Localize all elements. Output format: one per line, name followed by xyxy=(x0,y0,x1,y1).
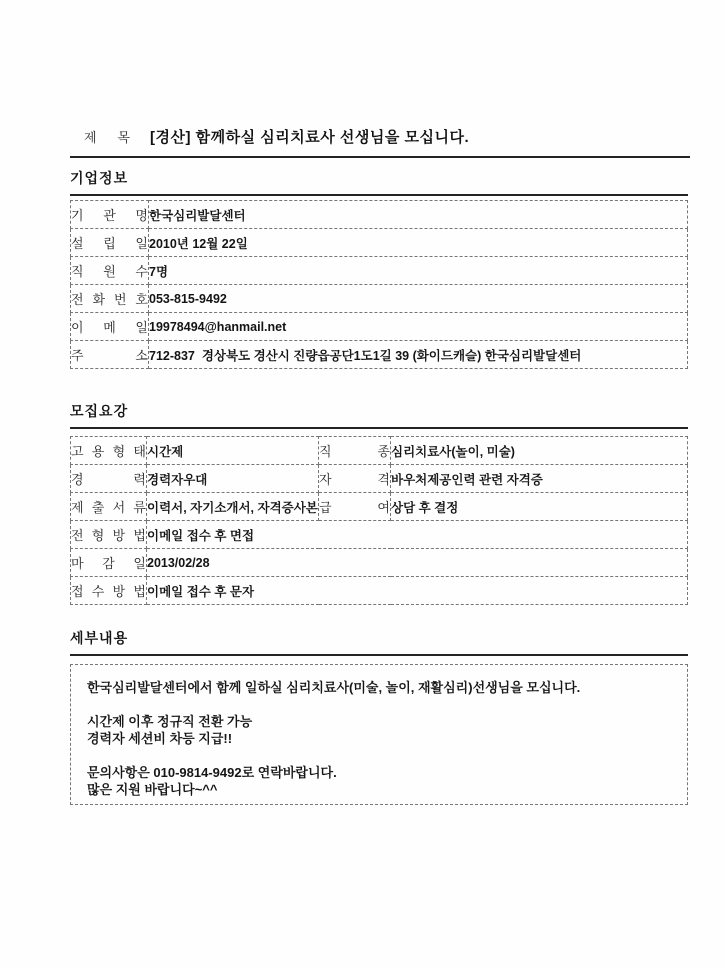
detail-text-box xyxy=(70,664,688,805)
row-label: 직 원 수 xyxy=(71,257,149,285)
table-row xyxy=(71,201,688,229)
row-label: 접 수 방 법 xyxy=(71,577,147,605)
row-label: 자 격 xyxy=(319,465,391,493)
row-value: 한국심리발달센터 xyxy=(149,201,688,229)
row-label: 주 소 xyxy=(71,341,149,369)
row-value: 경력자우대 xyxy=(147,465,319,493)
row-value: 이메일 접수 후 문자 xyxy=(147,577,688,605)
detail-line-blank xyxy=(87,747,673,764)
table-row xyxy=(71,341,688,369)
row-label: 제 출 서 류 xyxy=(71,493,147,521)
row-value: 시간제 xyxy=(147,437,319,465)
row-value: 상담 후 결정 xyxy=(391,493,688,521)
table-row xyxy=(71,521,688,549)
row-value: 심리치료사(놀이, 미술) xyxy=(391,437,688,465)
row-label: 급 여 xyxy=(319,493,391,521)
row-value: 7명 xyxy=(149,257,688,285)
row-value: 19978494@hanmail.net xyxy=(149,313,688,341)
company-info-table xyxy=(70,200,688,369)
company-section-heading: 기업정보 xyxy=(70,168,688,196)
detail-line: 경력자 세션비 차등 지급!! xyxy=(87,731,233,746)
table-row xyxy=(71,437,688,465)
row-value: 712-837 경상북도 경산시 진량읍공단1도1길 39 (화이드캐슬) 한국심리발달센터 xyxy=(149,341,688,369)
row-label: 경 력 xyxy=(71,465,147,493)
row-label: 기 관 명 xyxy=(71,201,149,229)
subject-title: [경산] 함께하실 심리치료사 선생님을 모십니다. xyxy=(150,129,470,146)
row-label: 마 감 일 xyxy=(71,549,147,577)
row-label: 설 립 일 xyxy=(71,229,149,257)
recruit-section-heading: 모집요강 xyxy=(70,401,688,429)
row-value: 2010년 12월 22일 xyxy=(149,229,688,257)
table-row xyxy=(71,493,688,521)
subject-label: 제 목 xyxy=(84,130,130,145)
row-value: 이메일 접수 후 면접 xyxy=(147,521,688,549)
row-label: 전 형 방 법 xyxy=(71,521,147,549)
detail-section-heading: 세부내용 xyxy=(70,628,688,656)
table-row xyxy=(71,313,688,341)
detail-line: 문의사항은 010-9814-9492로 연락바랍니다. xyxy=(87,765,337,780)
subject-row xyxy=(70,126,690,158)
row-value: 2013/02/28 xyxy=(147,549,688,577)
row-label: 전 화 번 호 xyxy=(71,285,149,313)
table-row xyxy=(71,257,688,285)
table-row xyxy=(71,549,688,577)
table-row xyxy=(71,465,688,493)
row-value: 이력서, 자기소개서, 자격증사본 xyxy=(147,493,319,521)
detail-line: 시간제 이후 정규직 전환 가능 xyxy=(87,714,253,729)
table-row xyxy=(71,577,688,605)
detail-line-blank xyxy=(87,696,673,713)
row-value: 053-815-9492 xyxy=(149,285,688,313)
recruit-info-table xyxy=(70,436,688,605)
row-label: 이 메 일 xyxy=(71,313,149,341)
detail-line: 많은 지원 바랍니다~^^ xyxy=(87,782,218,797)
row-label: 고 용 형 태 xyxy=(71,437,147,465)
detail-line: 한국심리발달센터에서 함께 일하실 심리치료사(미술, 놀이, 재활심리)선생님을 모십니다. xyxy=(87,680,581,695)
row-value: 바우처제공인력 관련 자격증 xyxy=(391,465,688,493)
row-label: 직 종 xyxy=(319,437,391,465)
table-row xyxy=(71,285,688,313)
table-row xyxy=(71,229,688,257)
